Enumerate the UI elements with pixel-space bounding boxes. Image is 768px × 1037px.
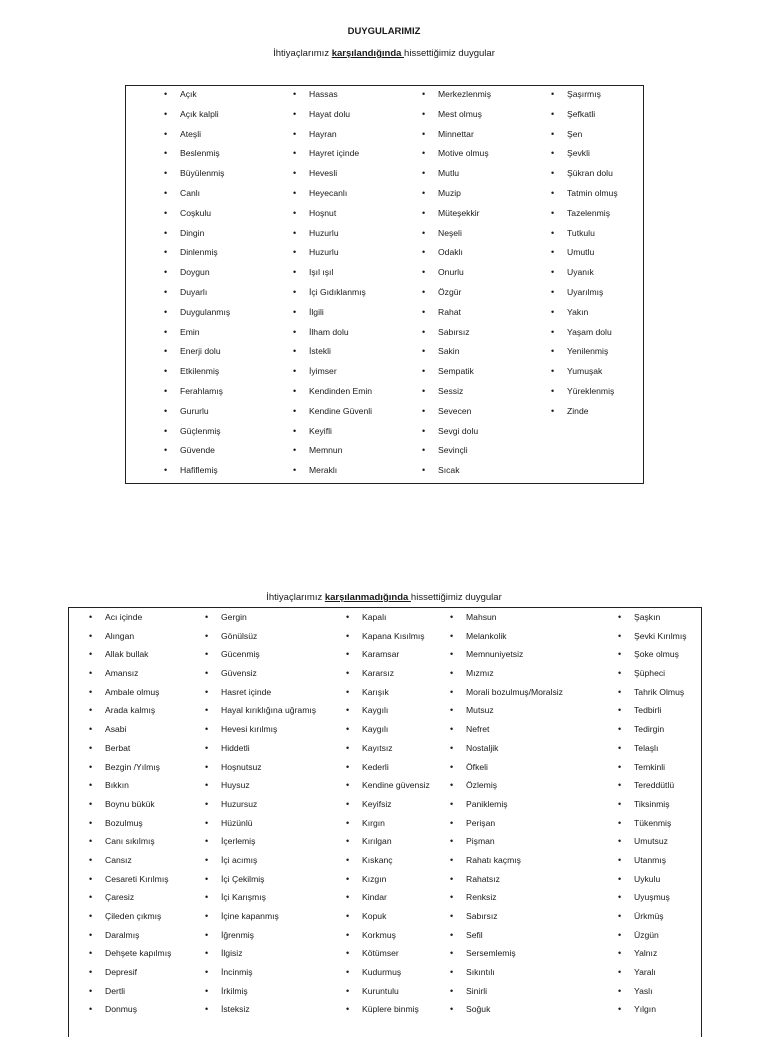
- feeling-item: • Kötümser: [346, 946, 430, 965]
- feeling-item: • Duygulanmış: [164, 305, 230, 325]
- feeling-item: • Sevgi dolu: [422, 424, 491, 444]
- feeling-item: • Güçlenmiş: [164, 424, 230, 444]
- feeling-item: • Sersemlemiş: [450, 946, 563, 965]
- feeling-item: • Hiddetli: [205, 741, 316, 760]
- feeling-item: • Hayat dolu: [293, 107, 372, 127]
- feeling-item: • Uyarılmış: [551, 285, 618, 305]
- feeling-item: • Tutkulu: [551, 226, 618, 246]
- feeling-item: • Sakin: [422, 344, 491, 364]
- feeling-item: • Sabırsız: [450, 909, 563, 928]
- feeling-item: • Hasret içinde: [205, 685, 316, 704]
- feeling-item: • Temkinli: [618, 760, 687, 779]
- feeling-item: • Depresif: [89, 965, 171, 984]
- page-title: DUYGULARIMIZ: [347, 26, 421, 37]
- feeling-item: • Arada kalmış: [89, 703, 171, 722]
- feeling-item: • Bıkkın: [89, 778, 171, 797]
- feeling-item: • Gönülsüz: [205, 629, 316, 648]
- feeling-item: • Kuruntulu: [346, 984, 430, 1003]
- feeling-item: • Şaşkın: [618, 610, 687, 629]
- feeling-item: • Çileden çıkmış: [89, 909, 171, 928]
- feeling-item: • Ambale olmuş: [89, 685, 171, 704]
- feeling-item: • Hayal kırıklığına uğramış: [205, 703, 316, 722]
- unmet-feelings-table: [68, 607, 702, 1037]
- feelings-column: [293, 87, 372, 483]
- feeling-item: • İsteksiz: [205, 1002, 316, 1021]
- feeling-item: • Kopuk: [346, 909, 430, 928]
- feeling-item: • Meraklı: [293, 463, 372, 483]
- feeling-item: • Gergin: [205, 610, 316, 629]
- feeling-item: • Huzurlu: [293, 226, 372, 246]
- feeling-item: • Hoşnutsuz: [205, 760, 316, 779]
- feeling-item: • Dingin: [164, 226, 230, 246]
- feeling-item: • Hevesi kırılmış: [205, 722, 316, 741]
- feeling-item: • Rahatsız: [450, 872, 563, 891]
- feeling-item: • İlgili: [293, 305, 372, 325]
- feeling-item: • İçi acımış: [205, 853, 316, 872]
- feelings-column: [164, 87, 230, 483]
- feeling-item: • Yumuşak: [551, 364, 618, 384]
- feeling-item: • Rahatı kaçmış: [450, 853, 563, 872]
- feeling-item: • Bozulmuş: [89, 816, 171, 835]
- feeling-item: • Uyanık: [551, 265, 618, 285]
- feeling-item: • Beslenmiş: [164, 146, 230, 166]
- feeling-item: • İlham dolu: [293, 325, 372, 345]
- feeling-item: • Merkezlenmiş: [422, 87, 491, 107]
- feeling-item: • Kindar: [346, 890, 430, 909]
- feeling-item: • Acı içinde: [89, 610, 171, 629]
- feeling-item: • Pişman: [450, 834, 563, 853]
- feeling-item: • Alıngan: [89, 629, 171, 648]
- feeling-item: • Sessiz: [422, 384, 491, 404]
- feeling-item: • Kıskanç: [346, 853, 430, 872]
- feeling-item: • Coşkulu: [164, 206, 230, 226]
- feeling-item: • Tazelenmiş: [551, 206, 618, 226]
- feeling-item: • Güvensiz: [205, 666, 316, 685]
- met-feelings-table: [125, 85, 644, 484]
- feeling-item: • Donmuş: [89, 1002, 171, 1021]
- feeling-item: • Tatmin olmuş: [551, 186, 618, 206]
- feeling-item: • Tedirgin: [618, 722, 687, 741]
- feeling-item: • Sevecen: [422, 404, 491, 424]
- feeling-item: • İncinmiş: [205, 965, 316, 984]
- feeling-item: • Hayran: [293, 127, 372, 147]
- feeling-item: • Etkilenmiş: [164, 364, 230, 384]
- feeling-item: • Özlemiş: [450, 778, 563, 797]
- feeling-item: • Minnettar: [422, 127, 491, 147]
- feeling-item: • Şükran dolu: [551, 166, 618, 186]
- feeling-item: • Tiksinmiş: [618, 797, 687, 816]
- feeling-item: • Yakın: [551, 305, 618, 325]
- feeling-item: • Karamsar: [346, 647, 430, 666]
- feeling-item: • Şen: [551, 127, 618, 147]
- feeling-item: • Rahat: [422, 305, 491, 325]
- feeling-item: • Bezgin /Yılmış: [89, 760, 171, 779]
- feeling-item: • Gücenmiş: [205, 647, 316, 666]
- feeling-item: • Huzurlu: [293, 245, 372, 265]
- feelings-column: [450, 610, 563, 1021]
- feeling-item: • Nefret: [450, 722, 563, 741]
- feeling-item: • İlgisiz: [205, 946, 316, 965]
- feeling-item: • Dehşete kapılmış: [89, 946, 171, 965]
- feelings-column: [422, 87, 491, 483]
- feeling-item: • Canlı: [164, 186, 230, 206]
- feelings-column: [618, 610, 687, 1021]
- feeling-item: • Zinde: [551, 404, 618, 424]
- feeling-item: • Soğuk: [450, 1002, 563, 1021]
- feeling-item: • Kaygılı: [346, 722, 430, 741]
- feeling-item: • Mutlu: [422, 166, 491, 186]
- feeling-item: • Morali bozulmuş/Moralsiz: [450, 685, 563, 704]
- feeling-item: • Huysuz: [205, 778, 316, 797]
- feeling-item: • Tereddütlü: [618, 778, 687, 797]
- feeling-item: • Kayıtsız: [346, 741, 430, 760]
- feeling-item: • Boynu bükük: [89, 797, 171, 816]
- feeling-item: • Memnuniyetsiz: [450, 647, 563, 666]
- feeling-item: • Memnun: [293, 443, 372, 463]
- feeling-item: • Asabi: [89, 722, 171, 741]
- feeling-item: • Şoke olmuş: [618, 647, 687, 666]
- feeling-item: • Berbat: [89, 741, 171, 760]
- feeling-item: • Kapalı: [346, 610, 430, 629]
- feeling-item: • Enerji dolu: [164, 344, 230, 364]
- feelings-column: [551, 87, 618, 424]
- feeling-item: • İğrenmiş: [205, 928, 316, 947]
- feeling-item: • Hoşnut: [293, 206, 372, 226]
- feeling-item: • Ateşli: [164, 127, 230, 147]
- feeling-item: • İçerlemiş: [205, 834, 316, 853]
- heading-suffix: hissettiğimiz duygular: [404, 48, 495, 59]
- feeling-item: • İçi Gıdıklanmış: [293, 285, 372, 305]
- feeling-item: • Tahrik Olmuş: [618, 685, 687, 704]
- feeling-item: • Keyifsiz: [346, 797, 430, 816]
- feeling-item: • İçi Karışmış: [205, 890, 316, 909]
- feeling-item: • Paniklemiş: [450, 797, 563, 816]
- heading-keyword: karşılandığında: [331, 48, 405, 59]
- feeling-item: • İstekli: [293, 344, 372, 364]
- feeling-item: • Ürkmüş: [618, 909, 687, 928]
- feeling-item: • İçi Çekilmiş: [205, 872, 316, 891]
- feeling-item: • Allak bullak: [89, 647, 171, 666]
- feelings-column: [89, 610, 171, 1021]
- heading-prefix: İhtiyaçlarımız: [266, 592, 325, 603]
- feeling-item: • Kederli: [346, 760, 430, 779]
- feeling-item: • Sevinçli: [422, 443, 491, 463]
- feeling-item: • Umutlu: [551, 245, 618, 265]
- feeling-item: • Dertli: [89, 984, 171, 1003]
- feeling-item: • Üzgün: [618, 928, 687, 947]
- feeling-item: • Sinirli: [450, 984, 563, 1003]
- feeling-item: • Karışık: [346, 685, 430, 704]
- feeling-item: • Sabırsız: [422, 325, 491, 345]
- feeling-item: • Neşeli: [422, 226, 491, 246]
- feeling-item: • Şaşırmış: [551, 87, 618, 107]
- feeling-item: • Tedbirli: [618, 703, 687, 722]
- feeling-item: • Büyülenmiş: [164, 166, 230, 186]
- feeling-item: • Mızmız: [450, 666, 563, 685]
- feeling-item: • Duyarlı: [164, 285, 230, 305]
- feeling-item: • Cansız: [89, 853, 171, 872]
- feeling-item: • İçine kapanmış: [205, 909, 316, 928]
- feeling-item: • Hevesli: [293, 166, 372, 186]
- feeling-item: • Emin: [164, 325, 230, 345]
- feeling-item: • Mutsuz: [450, 703, 563, 722]
- feeling-item: • Sempatik: [422, 364, 491, 384]
- feeling-item: • Mest olmuş: [422, 107, 491, 127]
- feeling-item: • Kapana Kısılmış: [346, 629, 430, 648]
- feeling-item: • Kızgın: [346, 872, 430, 891]
- feeling-item: • Işıl ışıl: [293, 265, 372, 285]
- heading-suffix: hissettiğimiz duygular: [410, 592, 502, 603]
- feeling-item: • Nostaljik: [450, 741, 563, 760]
- feeling-item: • Çaresiz: [89, 890, 171, 909]
- feeling-item: • Umutsuz: [618, 834, 687, 853]
- feeling-item: • Küplere binmiş: [346, 1002, 430, 1021]
- feeling-item: • Özgür: [422, 285, 491, 305]
- feeling-item: • Yılgın: [618, 1002, 687, 1021]
- feeling-item: • Hassas: [293, 87, 372, 107]
- feeling-item: • Öfkeli: [450, 760, 563, 779]
- feelings-column: [205, 610, 316, 1021]
- feeling-item: • Gururlu: [164, 404, 230, 424]
- feeling-item: • Şevkli: [551, 146, 618, 166]
- feeling-item: • Güvende: [164, 443, 230, 463]
- feeling-item: • Hafiflemiş: [164, 463, 230, 483]
- feeling-item: • Yalnız: [618, 946, 687, 965]
- feeling-item: • Mahsun: [450, 610, 563, 629]
- feeling-item: • Melankolik: [450, 629, 563, 648]
- feeling-item: • Amansız: [89, 666, 171, 685]
- feeling-item: • Yenilenmiş: [551, 344, 618, 364]
- feeling-item: • Kararsız: [346, 666, 430, 685]
- feeling-item: • Yaşam dolu: [551, 325, 618, 345]
- feeling-item: • Kendinden Emin: [293, 384, 372, 404]
- feeling-item: • Uykulu: [618, 872, 687, 891]
- feeling-item: • Açık: [164, 87, 230, 107]
- feeling-item: • Yaralı: [618, 965, 687, 984]
- feeling-item: • Korkmuş: [346, 928, 430, 947]
- feeling-item: • Keyifli: [293, 424, 372, 444]
- feeling-item: • Uyuşmuş: [618, 890, 687, 909]
- feeling-item: • Heyecanlı: [293, 186, 372, 206]
- feeling-item: • Hüzünlü: [205, 816, 316, 835]
- feeling-item: • Huzursuz: [205, 797, 316, 816]
- met-needs-heading: [0, 48, 768, 59]
- feelings-column: [346, 610, 430, 1021]
- feeling-item: • Muzip: [422, 186, 491, 206]
- feeling-item: • Kırgın: [346, 816, 430, 835]
- feeling-item: • Tükenmiş: [618, 816, 687, 835]
- feeling-item: • Daralmış: [89, 928, 171, 947]
- feeling-item: • Şüpheci: [618, 666, 687, 685]
- feeling-item: • Dinlenmiş: [164, 245, 230, 265]
- feeling-item: • Kaygılı: [346, 703, 430, 722]
- feeling-item: • Kudurmuş: [346, 965, 430, 984]
- feeling-item: • Sıkıntılı: [450, 965, 563, 984]
- feeling-item: • Sefil: [450, 928, 563, 947]
- feeling-item: • Ferahlamış: [164, 384, 230, 404]
- feeling-item: • Kendine güvensiz: [346, 778, 430, 797]
- feeling-item: • Canı sıkılmış: [89, 834, 171, 853]
- heading-keyword: karşılanmadığında: [324, 592, 411, 603]
- feeling-item: • Açık kalpli: [164, 107, 230, 127]
- unmet-needs-heading: [0, 592, 768, 603]
- feeling-item: • Cesareti Kırılmış: [89, 872, 171, 891]
- feeling-item: • Kırılgan: [346, 834, 430, 853]
- feeling-item: • Şefkatli: [551, 107, 618, 127]
- feeling-item: • Onurlu: [422, 265, 491, 285]
- feeling-item: • Motive olmuş: [422, 146, 491, 166]
- feeling-item: • Müteşekkir: [422, 206, 491, 226]
- feeling-item: • İyimser: [293, 364, 372, 384]
- feeling-item: • Sıcak: [422, 463, 491, 483]
- feeling-item: • Perişan: [450, 816, 563, 835]
- feeling-item: • Utanmış: [618, 853, 687, 872]
- feeling-item: • Şevki Kırılmış: [618, 629, 687, 648]
- heading-prefix: İhtiyaçlarımız: [273, 48, 332, 59]
- feeling-item: • Renksiz: [450, 890, 563, 909]
- feeling-item: • Kendine Güvenli: [293, 404, 372, 424]
- feeling-item: • Yüreklenmiş: [551, 384, 618, 404]
- feeling-item: • Hayret içinde: [293, 146, 372, 166]
- feeling-item: • Doygun: [164, 265, 230, 285]
- feeling-item: • İrkilmiş: [205, 984, 316, 1003]
- feeling-item: • Telaşlı: [618, 741, 687, 760]
- feeling-item: • Yaslı: [618, 984, 687, 1003]
- feeling-item: • Odaklı: [422, 245, 491, 265]
